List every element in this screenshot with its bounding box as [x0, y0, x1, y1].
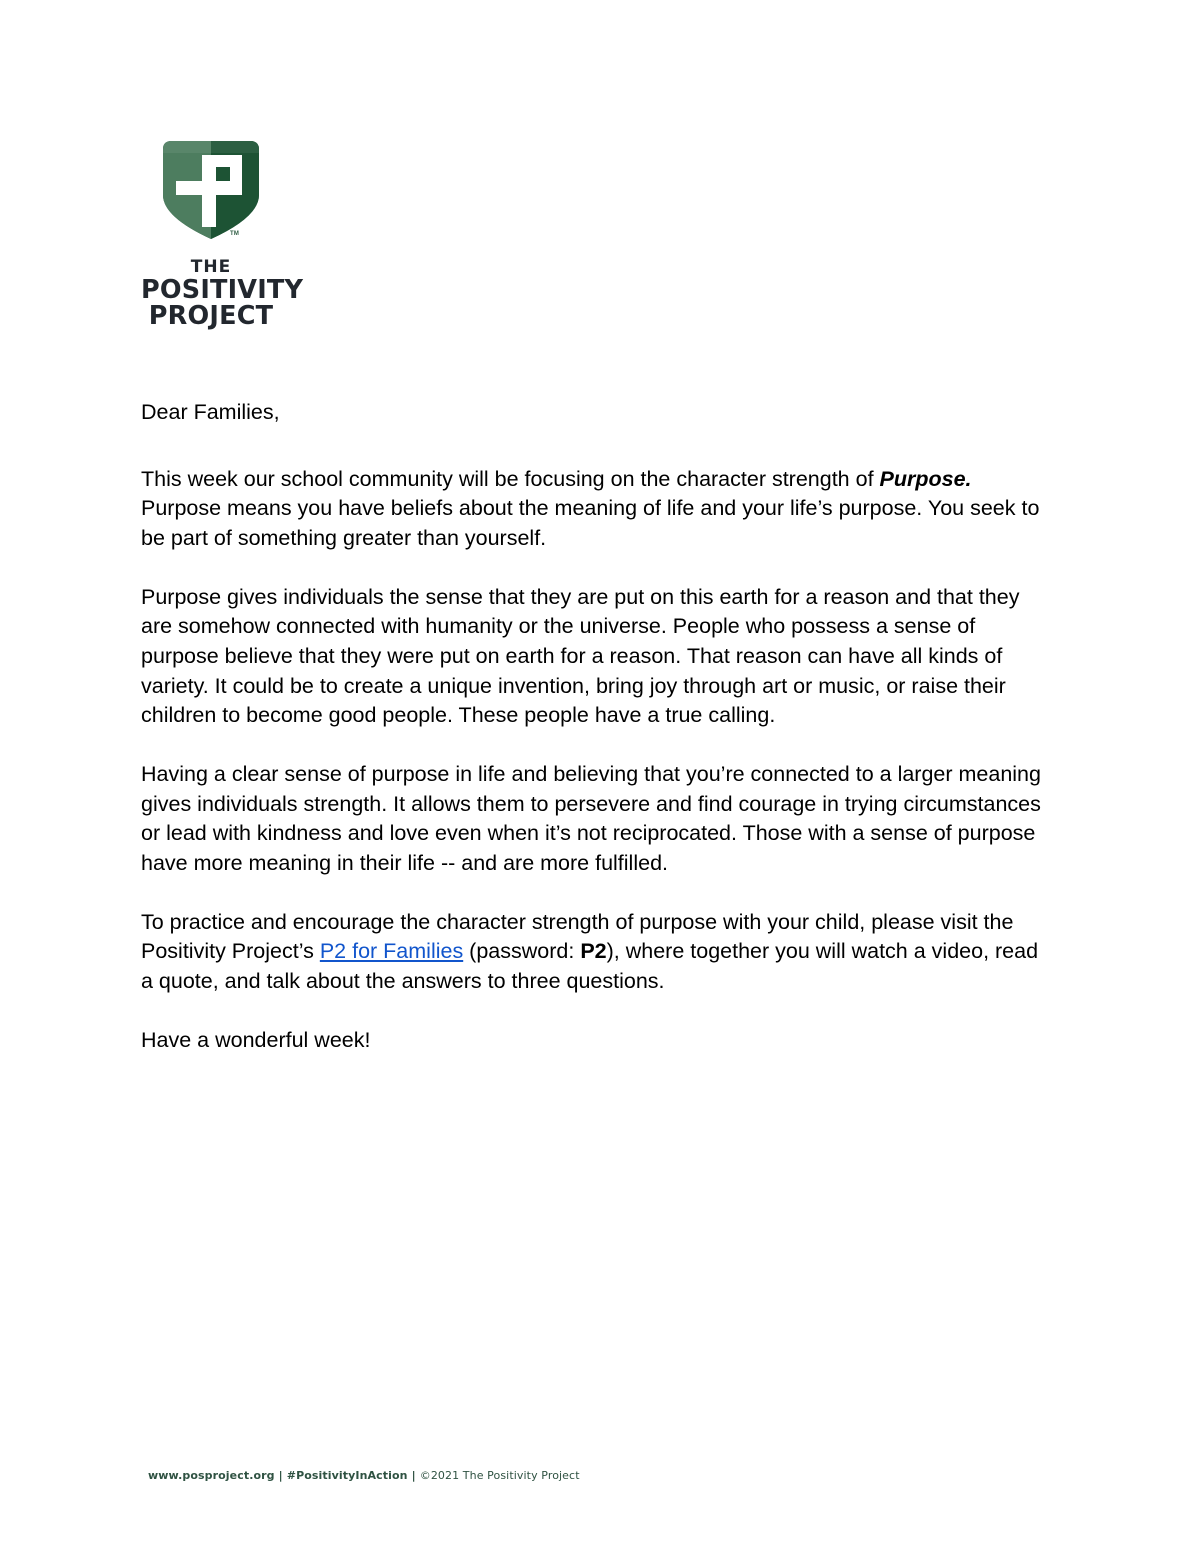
paragraph-intro [141, 465, 1053, 554]
positivity-project-shield-icon [155, 133, 267, 245]
letter-body [141, 398, 1053, 1055]
paragraph-call-to-action [141, 908, 1053, 997]
paragraph-benefits: Having a clear sense of purpose in life and believing that you’re connected to a larger meaning gives individuals strength. It allows them to persevere and find courage in trying circumstances or lead with kindness and love even when it’s not reciprocated. Those with a sense of purpose have more meaning in their life -- and are more fulfilled. [141, 761, 1041, 875]
footer-website[interactable]: www.posproject.org [148, 1469, 275, 1482]
monogram-p-right [230, 155, 242, 181]
wordmark-positivity: POSITIVITY [141, 274, 304, 305]
trademark-symbol: TM [230, 231, 240, 237]
shield-bevel-highlight [163, 141, 259, 153]
footer-separator-2: | [411, 1469, 416, 1482]
footer-hashtag: #PositivityInAction [286, 1469, 408, 1482]
page-footer [148, 1469, 580, 1482]
footer-separator-1: | [278, 1469, 283, 1482]
shield-logo-graphic [155, 133, 267, 245]
footer-copyright: ©2021 The Positivity Project [419, 1469, 580, 1482]
paragraph-definition: Purpose gives individuals the sense that they are put on this earth for a reason and that they are somehow connected with humanity or the universe. People who possess a sense of purpose believe that they were put on earth for a reason. That reason can have all kinds of variety. It could be to create a unique invention, bring joy through art or music, or raise their children to become good people. These people have a true calling. [141, 584, 1020, 728]
intro-text-before: This week our school community will be focusing on the character strength of [141, 466, 880, 491]
intro-text-after: Purpose means you have beliefs about the meaning of life and your life’s purpose. You seek to be part of something greater than yourself. [141, 496, 1040, 550]
brand-wordmark [141, 257, 304, 332]
cta-text-middle: (password: [463, 939, 581, 964]
closing-line: Have a wonderful week! [141, 1027, 371, 1052]
password-value: P2 [580, 939, 607, 964]
wordmark-project: PROJECT [148, 301, 274, 332]
p2-for-families-link[interactable]: P2 for Families [319, 939, 464, 964]
cta-text-after: ), where together you will watch a video, read a quote, and talk about the answers to three questions. [141, 939, 1039, 993]
monogram-crossbar [176, 181, 242, 195]
wordmark-the: THE [190, 257, 232, 277]
brand-logo [141, 133, 361, 330]
cta-text-before: To practice and encourage the character strength of purpose with your child, please visit the Positivity Project’s [141, 909, 1014, 964]
salutation: Dear Families, [141, 400, 280, 424]
character-strength-name: Purpose. [879, 466, 972, 491]
